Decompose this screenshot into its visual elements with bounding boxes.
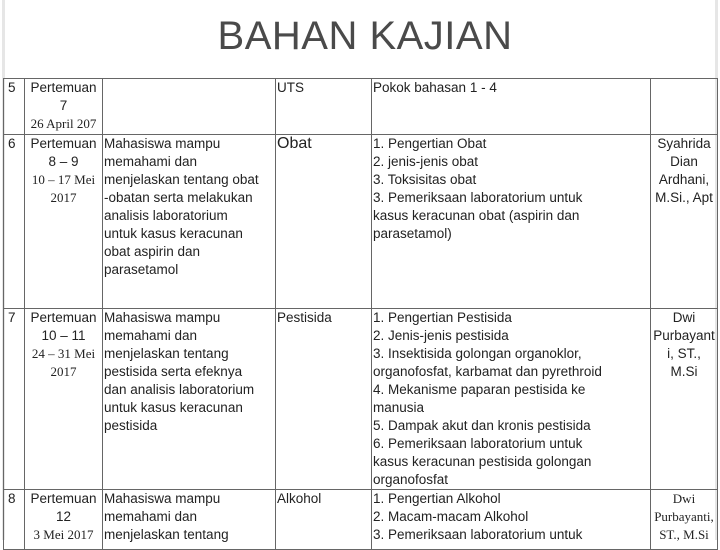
lecturer-cell: Dwi Purbayant i, ST., M.Si [651,309,718,490]
lecturer-cell: Syahrida Dian Ardhani, M.Si., Apt [651,135,718,309]
row-number: 5 [4,79,25,135]
subtopics-cell: Pokok bahasan 1 - 4 [372,79,651,135]
topic-cell: Pestisida [276,309,372,490]
meeting-cell [25,135,103,309]
capability-cell: Mahasiswa mampu memahami dan menjelaskan tentang pestisida serta efeknya dan analisis laboratorium untuk kasus keracunan pestisida [103,309,276,490]
topic-cell: Alkohol [276,490,372,550]
topic-cell: UTS [276,79,372,135]
meeting-cell [25,309,103,490]
table-row [4,490,718,550]
course-content-table [3,78,718,550]
meeting-date: 26 April 207 [30,116,97,131]
capability-cell [103,79,276,135]
lecturer-cell [651,79,718,135]
capability-cell: Mahasiswa mampu memahami dan menjelaskan tentang obat -obatan serta melakukan analisis laboratorium untuk kasus keracunan obat aspirin dan parasetamol [103,135,276,309]
meeting-date: 24 – 31 Mei 2017 [31,346,96,379]
row-number: 6 [4,135,25,309]
meeting-label: Pertemuan 12 [30,491,97,524]
row-number: 8 [4,490,25,550]
table-row [4,309,718,490]
capability-cell: Mahasiswa mampu memahami dan menjelaskan tentang [103,490,276,550]
subtopics-cell: 1. Pengertian Alkohol 2. Macam-macam Alkohol 3. Pemeriksaan laboratorium untuk [372,490,651,550]
table-row [4,135,718,309]
meeting-date: 10 – 17 Mei 2017 [31,172,96,205]
table-row [4,79,718,135]
meeting-label: Pertemuan 10 – 11 [30,310,97,343]
meeting-cell [25,79,103,135]
page-title: BAHAN KAJIAN [217,14,513,58]
meeting-date: 3 Mei 2017 [33,527,94,542]
meeting-label: Pertemuan 7 [30,80,97,113]
meeting-label: Pertemuan 8 – 9 [30,136,97,169]
meeting-cell [25,490,103,550]
topic-cell: Obat [276,135,372,309]
lecturer-cell: Dwi Purbayanti, ST., M.Si [651,490,718,550]
subtopics-cell: 1. Pengertian Pestisida 2. Jenis-jenis pestisida 3. Insektisida golongan organoklor, organofosfat, karbamat dan pyrethroid 4. Mekanisme paparan pestisida ke manusia 5. Dampak akut dan kronis pestisida 6. Pemeriksaan laboratorium untuk kasus keracunan pestisida golongan organofosfat [372,309,651,490]
subtopics-cell: 1. Pengertian Obat 2. jenis-jenis obat 3. Toksisitas obat 3. Pemeriksaan laboratorium untuk kasus keracunan obat (aspirin dan parasetamol) [372,135,651,309]
row-number: 7 [4,309,25,490]
